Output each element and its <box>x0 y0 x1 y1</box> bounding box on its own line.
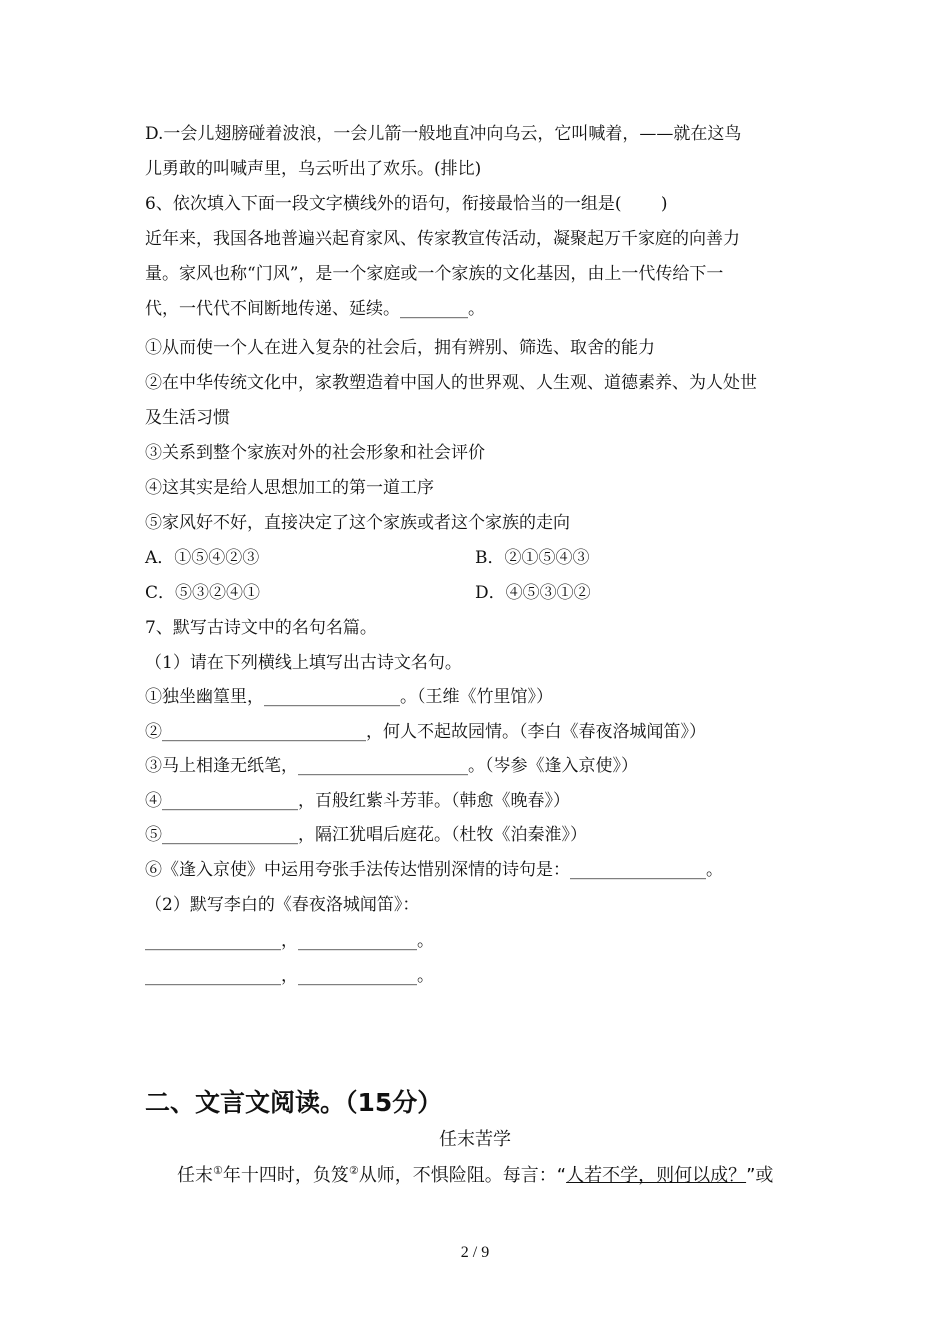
q5-option-d-line2: 儿勇敢的叫喊声里，乌云听出了欢乐。(排比) <box>145 159 482 179</box>
q7-stem: 7、默写古诗文中的名句名篇。 <box>145 618 377 638</box>
footnote-mark: ① <box>213 1164 223 1177</box>
q6-option-c: C．⑤③②④① <box>145 583 261 603</box>
q6-option-b: B．②①⑤④③ <box>475 548 590 568</box>
passage-text: 从师，不惧险阻。每言：“ <box>358 1165 567 1186</box>
q6-passage-line: 量。家风也称“门风”，是一个家庭或一个家族的文化基因，由上一代传给下一 <box>145 264 724 284</box>
q7-line-4: ④________________，百般红紫斗芳菲。（韩愈《晚春》） <box>145 791 570 811</box>
section-heading: 二、文言文阅读。（15分） <box>145 1088 443 1117</box>
passage-text: 年十四时，负笈 <box>222 1165 349 1186</box>
footnote-mark: ② <box>348 1164 359 1177</box>
q6-option-d: D．④⑤③①② <box>475 583 591 603</box>
q6-passage-line: 近年来，我国各地普遍兴起育家风、传家教宣传活动，凝聚起万千家庭的向善力 <box>145 229 740 249</box>
q6-item-1: ①从而使一个人在进入复杂的社会后，拥有辨别、筛选、取舍的能力 <box>145 338 655 358</box>
q7-line-1: ①独坐幽篁里，________________。（王维《竹里馆》） <box>145 687 553 707</box>
q5-option-d-line1: D.一会儿翅膀碰着波浪，一会儿箭一般地直冲向乌云，它叫喊着，——就在这鸟 <box>145 124 742 144</box>
q6-item-5: ⑤家风好不好，直接决定了这个家族或者这个家族的走向 <box>145 513 570 533</box>
q6-item-2-cont: 及生活习惯 <box>145 408 230 428</box>
underlined-quote: 人若不学，则何以成？ <box>566 1165 747 1186</box>
q7-line-5: ⑤________________，隔江犹唱后庭花。（杜牧《泊秦淮》） <box>145 825 587 845</box>
q6-passage-line: 代，一代代不间断地传递、延续。________。 <box>145 299 485 319</box>
q7-line-6: ⑥《逢入京使》中运用夸张手法传达惜别深情的诗句是：________________。 <box>145 860 723 880</box>
passage-paragraph <box>177 1163 773 1189</box>
q7-blank-line-1: ________________，______________。 <box>145 931 434 951</box>
q6-option-a: A．①⑤④②③ <box>145 548 260 568</box>
q7-line-3: ③马上相逢无纸笔，____________________。（岑参《逢入京使》） <box>145 756 638 776</box>
q6-item-2: ②在中华传统文化中，家教塑造着中国人的世界观、人生观、道德素养、为人处世 <box>145 373 757 393</box>
q7-line-2: ②________________________，何人不起故园情。（李白《春夜洛城闻笛》） <box>145 722 706 742</box>
q7-sub1: （1）请在下列横线上填写出古诗文名句。 <box>145 653 462 673</box>
q6-stem: 6、依次填入下面一段文字横线外的语句，衔接最恰当的一组是( ) <box>145 194 668 214</box>
q7-sub2: （2）默写李白的《春夜洛城闻笛》： <box>145 895 420 915</box>
passage-text: 任末 <box>177 1165 213 1186</box>
q6-item-3: ③关系到整个家族对外的社会形象和社会评价 <box>145 443 485 463</box>
passage-text: ”或 <box>746 1165 774 1186</box>
q7-blank-line-2: ________________，______________。 <box>145 966 434 986</box>
passage-title: 任末苦学 <box>439 1129 511 1150</box>
page-number: 2 / 9 <box>460 1244 490 1261</box>
q6-item-4: ④这其实是给人思想加工的第一道工序 <box>145 478 434 498</box>
